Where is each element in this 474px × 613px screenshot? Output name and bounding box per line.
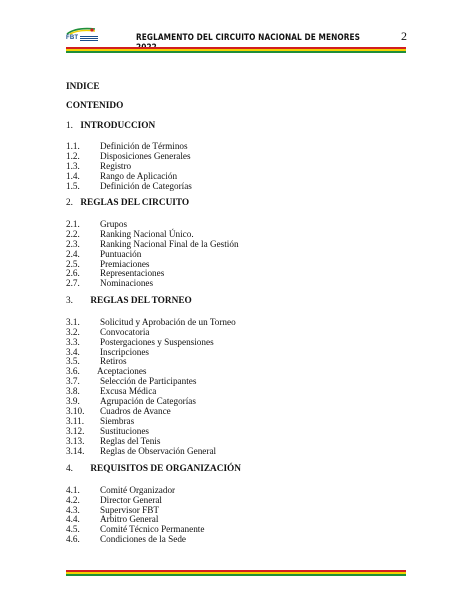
section-heading bbox=[66, 121, 155, 131]
index-heading: INDICE bbox=[66, 82, 100, 92]
item-text: Comité Organizador bbox=[100, 485, 176, 495]
item-text: Comité Técnico Permanente bbox=[100, 524, 205, 534]
item-number: 3.7. bbox=[66, 376, 80, 386]
item-text: Definición de Categorías bbox=[100, 181, 192, 191]
item-number: 4.4. bbox=[66, 514, 80, 524]
item-number: 3.3. bbox=[66, 337, 80, 347]
item-text: Supervisor FBT bbox=[100, 505, 159, 515]
section-heading bbox=[66, 464, 241, 474]
item-number: 3.1. bbox=[66, 317, 80, 327]
item-text: Director General bbox=[100, 495, 162, 505]
item-number: 3.5. bbox=[66, 356, 80, 366]
item-number: 2.1. bbox=[66, 219, 80, 229]
item-number: 3.12. bbox=[66, 426, 85, 436]
item-number: 3.11. bbox=[66, 416, 85, 426]
item-text: Solicitud y Aprobación de un Torneo bbox=[100, 317, 236, 327]
header-title: REGLAMENTO DEL CIRCUITO NACIONAL DE MENORES bbox=[136, 33, 361, 43]
item-number: 1.4. bbox=[66, 171, 80, 181]
item-text: Excusa Médica bbox=[100, 386, 157, 396]
section-number: 4. bbox=[66, 464, 73, 474]
item-text: Ranking Nacional Final de la Gestión bbox=[100, 239, 239, 249]
item-text: Puntuación bbox=[100, 249, 142, 259]
item-number: 4.6. bbox=[66, 534, 80, 544]
item-number: 3.10. bbox=[66, 406, 85, 416]
section-title: REGLAS DEL CIRCUITO bbox=[80, 198, 190, 208]
item-text: Cuadros de Avance bbox=[100, 406, 171, 416]
section-title: REQUISITOS DE ORGANIZACIÓN bbox=[90, 464, 242, 474]
item-text: Aceptaciones bbox=[97, 366, 147, 376]
item-text: Definición de Términos bbox=[100, 141, 188, 151]
item-text: Siembras bbox=[100, 416, 135, 426]
item-number: 2.4. bbox=[66, 249, 80, 259]
item-text: Representaciones bbox=[100, 268, 165, 278]
section-number: 3. bbox=[66, 296, 73, 306]
item-text: Ranking Nacional Único. bbox=[100, 229, 194, 239]
stripe-green bbox=[66, 574, 406, 576]
item-text: Premiaciones bbox=[100, 259, 150, 269]
item-text: Selección de Participantes bbox=[100, 376, 197, 386]
item-text: Arbitro General bbox=[100, 514, 159, 524]
section-heading bbox=[66, 198, 189, 208]
item-number: 3.2. bbox=[66, 327, 80, 337]
logo-swoosh-icon bbox=[66, 27, 96, 35]
item-text: Reglas de Observación General bbox=[100, 446, 217, 456]
section-title: INTRODUCCION bbox=[80, 121, 156, 131]
item-number: 3.14. bbox=[66, 446, 85, 456]
item-text: Convocatoria bbox=[100, 327, 150, 337]
logo-text: FBT bbox=[66, 35, 79, 41]
item-text: Registro bbox=[100, 161, 132, 171]
item-number: 2.6. bbox=[66, 268, 80, 278]
item-text: Postergaciones y Suspensiones bbox=[100, 337, 214, 347]
item-text: Grupos bbox=[100, 219, 128, 229]
document-header bbox=[66, 27, 406, 55]
item-text: Agrupación de Categorías bbox=[100, 396, 196, 406]
item-number: 4.3. bbox=[66, 505, 80, 515]
item-number: 2.3. bbox=[66, 239, 80, 249]
section-number: 2. bbox=[66, 198, 73, 208]
item-number: 4.1. bbox=[66, 485, 80, 495]
section-title: REGLAS DEL TORNEO bbox=[90, 296, 192, 306]
stripe-green bbox=[66, 51, 406, 53]
item-number: 2.7. bbox=[66, 278, 80, 288]
footer-flag-stripes bbox=[66, 570, 406, 576]
item-text: Disposiciones Generales bbox=[100, 151, 191, 161]
logo-lines-icon bbox=[80, 36, 98, 37]
page-number: 2 bbox=[401, 29, 407, 43]
item-number: 2.5. bbox=[66, 259, 80, 269]
item-number: 1.1. bbox=[66, 141, 80, 151]
section-number: 1. bbox=[66, 121, 73, 131]
item-number: 4.2. bbox=[66, 495, 80, 505]
item-text: Nominaciones bbox=[100, 278, 154, 288]
section-heading bbox=[66, 296, 192, 306]
item-number: 1.5. bbox=[66, 181, 80, 191]
fbt-logo bbox=[66, 27, 100, 47]
item-number: 2.2. bbox=[66, 229, 80, 239]
item-number: 3.9. bbox=[66, 396, 80, 406]
item-text: Rango de Aplicación bbox=[100, 171, 178, 181]
item-text: Inscripciones bbox=[100, 347, 149, 357]
contents-heading: CONTENIDO bbox=[66, 101, 124, 111]
item-text: Sustituciones bbox=[100, 426, 150, 436]
item-number: 3.6. bbox=[66, 366, 80, 376]
item-text: Retiros bbox=[100, 356, 127, 366]
item-number: 3.8. bbox=[66, 386, 80, 396]
item-number: 3.13. bbox=[66, 436, 85, 446]
item-number: 3.4. bbox=[66, 347, 80, 357]
item-number: 1.3. bbox=[66, 161, 80, 171]
header-flag-stripes bbox=[66, 47, 406, 53]
item-number: 1.2. bbox=[66, 151, 80, 161]
item-text: Condiciones de la Sede bbox=[100, 534, 186, 544]
item-text: Reglas del Tenis bbox=[100, 436, 161, 446]
item-number: 4.5. bbox=[66, 524, 80, 534]
